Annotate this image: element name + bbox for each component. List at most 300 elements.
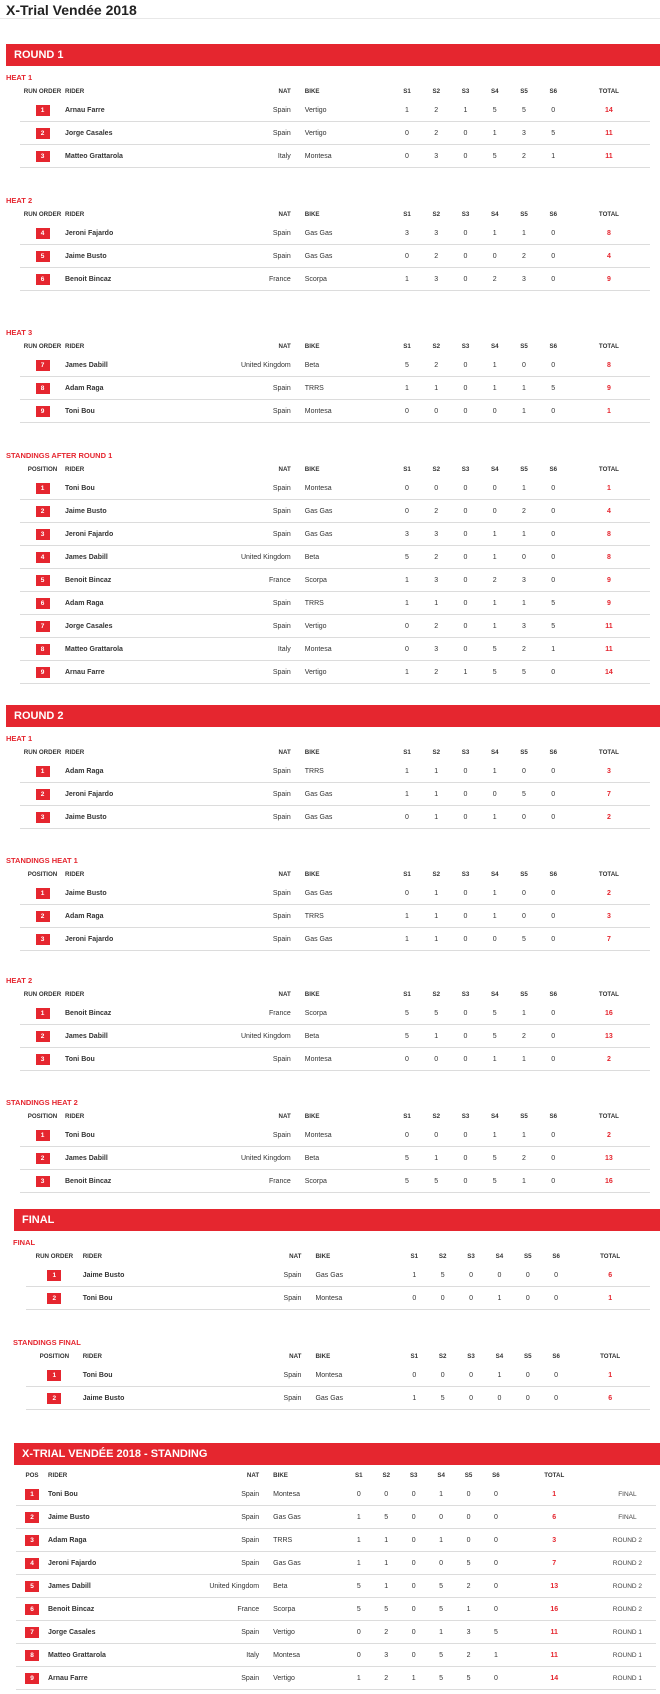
header-s2: S2: [438, 1352, 447, 1360]
header-s2: S2: [432, 87, 441, 95]
position-badge: 8: [36, 644, 50, 655]
position-badge: 2: [36, 1153, 50, 1164]
table-row: [16, 1529, 656, 1552]
round-reached: ROUND 1: [599, 1644, 656, 1667]
section-score: 0: [451, 523, 480, 546]
total-score: 3: [510, 1529, 599, 1552]
header-position: POSITION: [27, 1112, 58, 1120]
section-score: 1: [539, 145, 568, 168]
total-score: 1: [570, 1287, 650, 1310]
section-score: 5: [480, 145, 509, 168]
rider-nationality: Spain: [162, 661, 297, 684]
rider-name: Jaime Busto: [83, 1264, 177, 1287]
section-score: 0: [542, 1387, 570, 1410]
section-score: 2: [509, 245, 538, 268]
rider-bike: Gas Gas: [307, 1264, 400, 1287]
table-row: [16, 1644, 656, 1667]
total-score: 14: [510, 1667, 599, 1690]
final-table: [26, 1248, 650, 1310]
section-score: 5: [480, 99, 509, 122]
rider-bike: Gas Gas: [297, 783, 393, 806]
section-score: 0: [482, 1552, 509, 1575]
section-score: 0: [455, 1506, 482, 1529]
section-score: 3: [509, 268, 538, 291]
section-score: 0: [451, 760, 480, 783]
total-score: 16: [510, 1598, 599, 1621]
table-row: [20, 1147, 650, 1170]
header-rider: RIDER: [65, 1112, 85, 1120]
section-score: 3: [373, 1644, 400, 1667]
section-score: 0: [485, 1264, 513, 1287]
rider-bike: Montesa: [297, 1124, 393, 1147]
rider-bike: Gas Gas: [265, 1552, 345, 1575]
position-badge: 6: [36, 274, 50, 285]
section-score: 1: [509, 1048, 538, 1071]
header-s2: S2: [432, 210, 441, 218]
position-badge: 9: [36, 406, 50, 417]
section-score: 0: [345, 1644, 372, 1667]
header-nat: NAT: [278, 465, 291, 473]
rider-bike: Beta: [297, 1025, 393, 1048]
section-score: 1: [509, 1124, 538, 1147]
header-s4: S4: [490, 870, 499, 878]
total-score: 11: [510, 1621, 599, 1644]
position-badge: 9: [36, 667, 50, 678]
header-s5: S5: [520, 342, 528, 350]
header-s5: S5: [520, 87, 528, 95]
section-score: 3: [455, 1621, 482, 1644]
total-score: 11: [568, 122, 650, 145]
header-s4: S4: [490, 87, 499, 95]
header-s1: S1: [410, 1252, 419, 1260]
header-s6: S6: [549, 465, 558, 473]
rider-name: Jorge Casales: [65, 615, 162, 638]
header-nat: NAT: [278, 990, 291, 998]
table-row: [20, 638, 650, 661]
rider-nationality: Spain: [162, 928, 297, 951]
section-score: 1: [480, 882, 509, 905]
header-total: TOTAL: [598, 87, 619, 95]
header-s5: S5: [464, 1471, 473, 1479]
header-nat: NAT: [289, 1352, 302, 1360]
standings-after-round-1-table: [20, 461, 650, 684]
section-score: 0: [539, 882, 568, 905]
section-score: 1: [480, 523, 509, 546]
total-score: 4: [568, 245, 650, 268]
table-row: [16, 1621, 656, 1644]
table-row: [20, 806, 650, 829]
header-s3: S3: [467, 1252, 475, 1260]
section-score: 1: [392, 377, 421, 400]
total-score: 11: [510, 1644, 599, 1667]
rider-name: Benoit Bincaz: [65, 1002, 162, 1025]
section-score: 1: [482, 1644, 509, 1667]
position-badge: 6: [36, 598, 50, 609]
section-score: 0: [400, 1287, 428, 1310]
section-score: 0: [422, 1124, 451, 1147]
table-row: [20, 1025, 650, 1048]
section-score: 0: [509, 806, 538, 829]
header-nat: NAT: [278, 870, 291, 878]
rider-bike: Gas Gas: [297, 523, 393, 546]
header-s6: S6: [552, 1352, 560, 1360]
rider-name: Jaime Busto: [65, 806, 162, 829]
header-s2: S2: [432, 1112, 441, 1120]
section-score: 1: [427, 1483, 454, 1506]
rider-name: Toni Bou: [83, 1364, 177, 1387]
header-total: TOTAL: [600, 1252, 621, 1260]
section-score: 2: [422, 500, 451, 523]
section-score: 1: [509, 523, 538, 546]
rider-name: Jaime Busto: [65, 245, 162, 268]
section-score: 5: [480, 1147, 509, 1170]
rider-bike: Scorpa: [297, 268, 393, 291]
section-score: 0: [539, 661, 568, 684]
section-score: 0: [345, 1621, 372, 1644]
section-score: 3: [422, 569, 451, 592]
table-row: [20, 122, 650, 145]
rider-bike: Beta: [297, 546, 393, 569]
header-nat: NAT: [278, 87, 291, 95]
section-score: 5: [480, 1002, 509, 1025]
section-score: 5: [509, 99, 538, 122]
section-score: 0: [345, 1483, 372, 1506]
rider-bike: TRRS: [297, 592, 393, 615]
header-s4: S4: [490, 990, 499, 998]
header-total: TOTAL: [598, 465, 619, 473]
rider-bike: Montesa: [297, 638, 393, 661]
section-score: 2: [509, 1147, 538, 1170]
section-score: 1: [373, 1575, 400, 1598]
header-s1: S1: [355, 1471, 363, 1479]
section-score: 0: [451, 245, 480, 268]
round-1-header: ROUND 1: [6, 44, 660, 66]
section-score: 0: [539, 222, 568, 245]
header-nat: NAT: [246, 1471, 260, 1479]
section-score: 0: [539, 905, 568, 928]
rider-nationality: France: [162, 1170, 297, 1193]
section-score: 0: [485, 1387, 513, 1410]
round-reached: FINAL: [599, 1506, 656, 1529]
section-score: 0: [400, 1575, 427, 1598]
section-score: 0: [392, 477, 421, 500]
section-score: 5: [427, 1644, 454, 1667]
section-score: 2: [455, 1644, 482, 1667]
section-score: 5: [509, 928, 538, 951]
section-score: 1: [422, 905, 451, 928]
header-s3: S3: [461, 87, 470, 95]
section-score: 5: [373, 1598, 400, 1621]
section-score: 1: [427, 1621, 454, 1644]
round-reached: ROUND 2: [599, 1598, 656, 1621]
position-badge: 4: [25, 1558, 39, 1569]
round-1-heat-2-label: HEAT 2: [6, 196, 33, 205]
section-score: 0: [451, 122, 480, 145]
section-score: 0: [455, 1483, 482, 1506]
section-score: 1: [392, 268, 421, 291]
rider-nationality: United Kingdom: [139, 1575, 265, 1598]
header-s3: S3: [461, 342, 470, 350]
rider-bike: TRRS: [265, 1529, 345, 1552]
section-score: 0: [373, 1483, 400, 1506]
section-score: 1: [392, 928, 421, 951]
rider-name: Jaime Busto: [83, 1387, 177, 1410]
header-s1: S1: [403, 210, 411, 218]
rider-bike: Montesa: [297, 400, 393, 423]
position-badge: 1: [47, 1270, 61, 1281]
page-title: X-Trial Vendée 2018: [6, 2, 137, 18]
section-score: 0: [429, 1287, 457, 1310]
total-score: 8: [568, 222, 650, 245]
table-row: [20, 400, 650, 423]
section-score: 5: [480, 638, 509, 661]
section-score: 0: [392, 882, 421, 905]
section-score: 1: [345, 1506, 372, 1529]
header-s6: S6: [492, 1471, 500, 1479]
rider-name: Toni Bou: [48, 1483, 139, 1506]
rider-nationality: United Kingdom: [162, 1147, 297, 1170]
section-score: 0: [480, 928, 509, 951]
header-rider: RIDER: [48, 1471, 68, 1479]
header-run-order: RUN ORDER: [23, 210, 62, 218]
section-score: 2: [422, 615, 451, 638]
final-label: FINAL: [13, 1238, 36, 1247]
section-score: 1: [392, 592, 421, 615]
section-score: 0: [451, 1025, 480, 1048]
section-score: 0: [542, 1364, 570, 1387]
header-s1: S1: [403, 1112, 411, 1120]
section-score: 3: [422, 523, 451, 546]
section-score: 0: [400, 1552, 427, 1575]
table-row: [20, 569, 650, 592]
header-rider: RIDER: [65, 465, 85, 473]
section-score: 0: [451, 806, 480, 829]
header-bike: BIKE: [304, 748, 320, 756]
section-score: 2: [509, 500, 538, 523]
header-total: TOTAL: [598, 1112, 619, 1120]
position-badge: 4: [36, 552, 50, 563]
rider-name: Toni Bou: [65, 400, 162, 423]
section-score: 0: [451, 638, 480, 661]
rider-name: Adam Raga: [65, 760, 162, 783]
section-score: 5: [427, 1667, 454, 1690]
section-score: 1: [480, 354, 509, 377]
rider-nationality: Spain: [162, 905, 297, 928]
header-rider: RIDER: [65, 748, 85, 756]
rider-nationality: France: [162, 1002, 297, 1025]
rider-nationality: Italy: [139, 1644, 265, 1667]
round-reached: FINAL: [599, 1483, 656, 1506]
section-score: 0: [422, 477, 451, 500]
total-score: 11: [568, 638, 650, 661]
rider-bike: Vertigo: [265, 1621, 345, 1644]
header-position: POSITION: [27, 870, 58, 878]
section-score: 1: [400, 1387, 428, 1410]
rider-bike: TRRS: [297, 377, 393, 400]
header-s1: S1: [403, 748, 411, 756]
rider-nationality: United Kingdom: [162, 354, 297, 377]
rider-nationality: France: [139, 1598, 265, 1621]
section-score: 5: [455, 1667, 482, 1690]
section-score: 0: [451, 783, 480, 806]
total-score: 1: [570, 1364, 650, 1387]
rider-bike: Gas Gas: [297, 500, 393, 523]
header-s3: S3: [461, 210, 470, 218]
section-score: 2: [480, 268, 509, 291]
section-score: 5: [429, 1387, 457, 1410]
position-badge: 3: [36, 812, 50, 823]
rider-bike: Montesa: [307, 1364, 400, 1387]
rider-name: Benoit Bincaz: [65, 1170, 162, 1193]
section-score: 0: [509, 760, 538, 783]
section-score: 1: [422, 377, 451, 400]
rider-name: Jeroni Fajardo: [65, 928, 162, 951]
table-row: [16, 1506, 656, 1529]
total-score: 6: [510, 1506, 599, 1529]
section-score: 0: [539, 1170, 568, 1193]
section-score: 0: [482, 1667, 509, 1690]
section-score: 5: [422, 1002, 451, 1025]
rider-nationality: Spain: [162, 882, 297, 905]
total-score: 2: [568, 882, 650, 905]
section-score: 5: [539, 122, 568, 145]
header-s6: S6: [552, 1252, 560, 1260]
rider-nationality: Spain: [139, 1667, 265, 1690]
header-bike: BIKE: [304, 1112, 320, 1120]
section-score: 2: [373, 1621, 400, 1644]
header-s2: S2: [438, 1252, 447, 1260]
header-s6: S6: [549, 990, 558, 998]
section-score: 0: [539, 500, 568, 523]
header-total: TOTAL: [598, 748, 619, 756]
section-score: 1: [485, 1287, 513, 1310]
rider-bike: Vertigo: [297, 661, 393, 684]
section-score: 1: [480, 615, 509, 638]
section-score: 1: [509, 1170, 538, 1193]
section-score: 5: [373, 1506, 400, 1529]
rider-bike: Montesa: [297, 477, 393, 500]
header-s4: S4: [490, 1112, 499, 1120]
header-total: TOTAL: [544, 1471, 565, 1479]
section-score: 1: [392, 569, 421, 592]
rider-bike: Montesa: [297, 1048, 393, 1071]
section-score: 0: [451, 145, 480, 168]
section-score: 1: [480, 1124, 509, 1147]
rider-nationality: France: [162, 268, 297, 291]
section-score: 1: [422, 882, 451, 905]
standings-heat-1-label: STANDINGS HEAT 1: [6, 856, 78, 865]
rider-name: Jaime Busto: [65, 882, 162, 905]
header-s2: S2: [432, 748, 441, 756]
section-score: 5: [392, 1025, 421, 1048]
section-score: 1: [480, 592, 509, 615]
section-score: 0: [451, 400, 480, 423]
position-badge: 3: [36, 1054, 50, 1065]
header-bike: BIKE: [304, 870, 320, 878]
header-s3: S3: [461, 465, 470, 473]
section-score: 0: [451, 500, 480, 523]
table-row: [20, 882, 650, 905]
position-badge: 2: [36, 911, 50, 922]
section-score: 3: [422, 222, 451, 245]
section-score: 0: [427, 1552, 454, 1575]
section-score: 5: [427, 1598, 454, 1621]
header-s1: S1: [403, 990, 411, 998]
rider-nationality: France: [162, 569, 297, 592]
header-s1: S1: [410, 1352, 419, 1360]
position-badge: 1: [36, 483, 50, 494]
rider-nationality: Spain: [139, 1529, 265, 1552]
rider-nationality: Spain: [139, 1552, 265, 1575]
header-s4: S4: [490, 342, 499, 350]
section-score: 0: [539, 1048, 568, 1071]
total-score: 9: [568, 592, 650, 615]
rider-nationality: Spain: [177, 1287, 308, 1310]
header-s5: S5: [520, 210, 528, 218]
header-rider: RIDER: [65, 210, 85, 218]
rider-nationality: Spain: [177, 1364, 308, 1387]
round-2-heat-1-table: [20, 744, 650, 829]
section-score: 0: [451, 882, 480, 905]
header-bike: BIKE: [304, 87, 320, 95]
rider-name: Toni Bou: [65, 477, 162, 500]
round-reached: ROUND 1: [599, 1621, 656, 1644]
total-score: 3: [568, 760, 650, 783]
section-score: 5: [509, 661, 538, 684]
header-s2: S2: [432, 342, 441, 350]
position-badge: 1: [36, 888, 50, 899]
section-score: 0: [480, 500, 509, 523]
header-run-order: RUN ORDER: [23, 990, 62, 998]
section-score: 3: [422, 268, 451, 291]
section-score: 0: [392, 500, 421, 523]
header-s3: S3: [461, 1112, 470, 1120]
section-score: 0: [451, 222, 480, 245]
section-score: 5: [482, 1621, 509, 1644]
rider-bike: Beta: [297, 354, 393, 377]
rider-nationality: Spain: [162, 477, 297, 500]
rider-name: Jaime Busto: [65, 500, 162, 523]
table-row: [20, 661, 650, 684]
section-score: 1: [392, 783, 421, 806]
rider-name: James Dabill: [65, 1147, 162, 1170]
total-score: 1: [568, 477, 650, 500]
rider-name: Arnau Farre: [65, 661, 162, 684]
section-score: 5: [392, 354, 421, 377]
position-badge: 2: [47, 1393, 61, 1404]
rider-name: Adam Raga: [65, 377, 162, 400]
section-score: 1: [373, 1529, 400, 1552]
rider-name: Benoit Bincaz: [48, 1598, 139, 1621]
header-bike: BIKE: [315, 1252, 331, 1260]
section-score: 1: [480, 377, 509, 400]
position-badge: 3: [36, 151, 50, 162]
section-score: 5: [480, 1025, 509, 1048]
section-score: 2: [422, 354, 451, 377]
section-score: 1: [392, 661, 421, 684]
rider-name: Matteo Grattarola: [65, 145, 162, 168]
total-score: 9: [568, 377, 650, 400]
total-score: 14: [568, 661, 650, 684]
section-score: 1: [451, 661, 480, 684]
rider-nationality: Spain: [162, 400, 297, 423]
rider-name: Matteo Grattarola: [65, 638, 162, 661]
header-s6: S6: [549, 342, 558, 350]
table-row: [20, 99, 650, 122]
total-score: 4: [568, 500, 650, 523]
section-score: 0: [539, 1147, 568, 1170]
header-bike: BIKE: [304, 465, 320, 473]
